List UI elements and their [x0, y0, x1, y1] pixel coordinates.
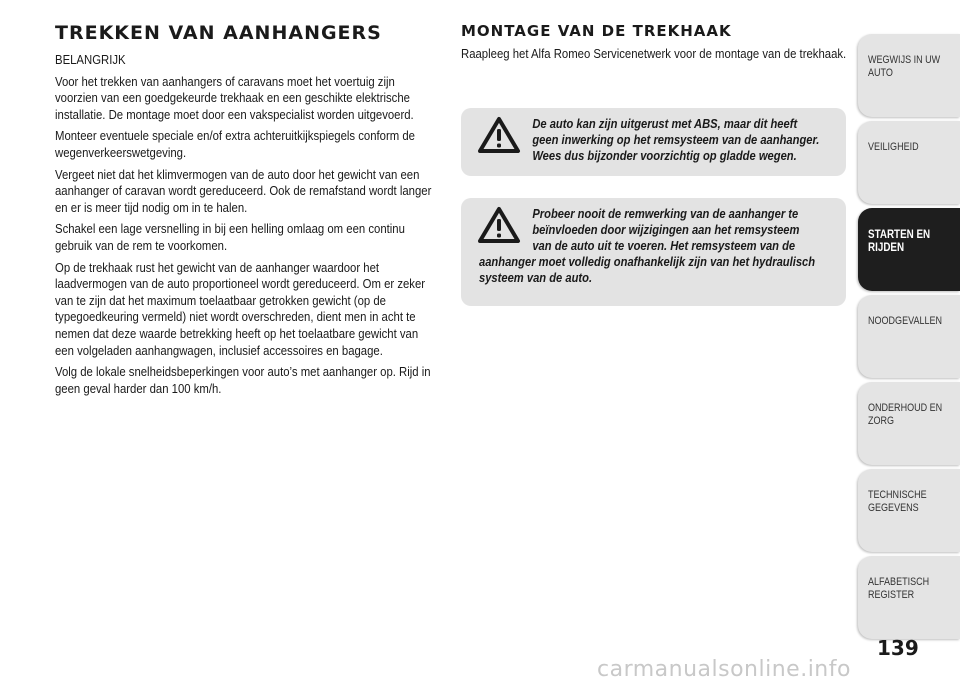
paragraph-load: Op de trekhaak rust het gewicht van de aanhanger waardoor het laadvermogen van de auto proportioneel wordt gereduceerd. Om er zeker van te zijn dat het maximum toelaatbaar getrokken gewicht (op de typegoedkeuring vermeld) niet wordt overschreden, dient men in acht te nemen dat deze waarde betrekking heeft op het toelaatbare gewicht van een volgeladen aanhangwagen, inclusief accessoires en bagage. [55, 259, 426, 358]
tab-label: ALFABETISCH REGISTER [868, 576, 930, 601]
tab-register[interactable] [858, 556, 960, 639]
warning-box-abs [461, 108, 846, 176]
tab-label: WEGWIJS IN UW AUTO [868, 54, 941, 79]
tab-starten-en-rijden[interactable] [858, 208, 960, 291]
page-number: 139 [877, 636, 919, 660]
tab-wegwijs[interactable] [858, 34, 960, 117]
paragraph-speed: Volg de lokale snelheidsbeperkingen voor auto’s met aanhanger op. Rijd in geen geval harder dan 100 km/h. [55, 364, 431, 396]
section-title-towing: TREKKEN VAN AANHANGERS [55, 22, 382, 44]
paragraph-important: BELANGRIJK [55, 52, 126, 67]
warning-box-brakes [461, 198, 846, 306]
tab-noodgevallen[interactable] [858, 295, 960, 378]
tow-section [55, 22, 440, 402]
section-title-towbar: MONTAGE VAN DE TREKHAAK [461, 22, 732, 40]
watermark: carmanualsonline.info [597, 657, 851, 682]
chapter-tabs [858, 34, 960, 643]
tab-label: NOODGEVALLEN [868, 315, 943, 327]
paragraph-climbing: Vergeet niet dat het klimvermogen van de auto door het gewicht van een aanhanger of caravan wordt gereduceerd. Ook de remafstand wordt langer en er is meer tijd nodig om in te halen. [55, 166, 432, 215]
paragraph-gear: Schakel een lage versnelling in bij een helling omlaag om een continu gebruik van de rem te voorkomen. [55, 221, 405, 253]
tab-technische-gegevens[interactable] [858, 469, 960, 552]
tab-label: TECHNISCHE GEGEVENS [868, 489, 927, 514]
paragraph-towbar-intro: Raapleeg het Alfa Romeo Servicenetwerk voor de montage van de trekhaak. [461, 46, 847, 61]
warning-text-brakes: Probeer nooit de remwerking van de aanhanger te beïnvloeden door wijzigingen aan het remsysteem van de auto uit te voeren. Het remsysteem van de aanhanger moet volledig onafhankelijk zijn van het hydraulisch systeem van de auto. [479, 206, 816, 285]
tab-label: ONDERHOUD EN ZORG [868, 402, 943, 427]
warning-text-abs: De auto kan zijn uitgerust met ABS, maar dit heeft geen inwerking op het remsysteem van de aanhanger. Wees dus bijzonder voorzichtig op gladde wegen. [532, 116, 820, 163]
paragraph-mirrors: Monteer eventuele speciale en/of extra achteruitkijkspiegels conform de wegenverkeerswetgeving. [55, 128, 415, 160]
tab-onderhoud[interactable] [858, 382, 960, 465]
tab-label: STARTEN EN RIJDEN [868, 227, 931, 254]
paragraph-towbar-requirement: Voor het trekken van aanhangers of caravans moet het voertuig zijn voorzien van een goedgekeurde trekhaak en een geschikte elektrische installatie. De montage moet door een vakspecialist worden uitgevoerd. [55, 73, 414, 122]
tab-label: VEILIGHEID [868, 141, 919, 153]
tab-veiligheid[interactable] [858, 121, 960, 204]
towbar-section [461, 22, 851, 68]
